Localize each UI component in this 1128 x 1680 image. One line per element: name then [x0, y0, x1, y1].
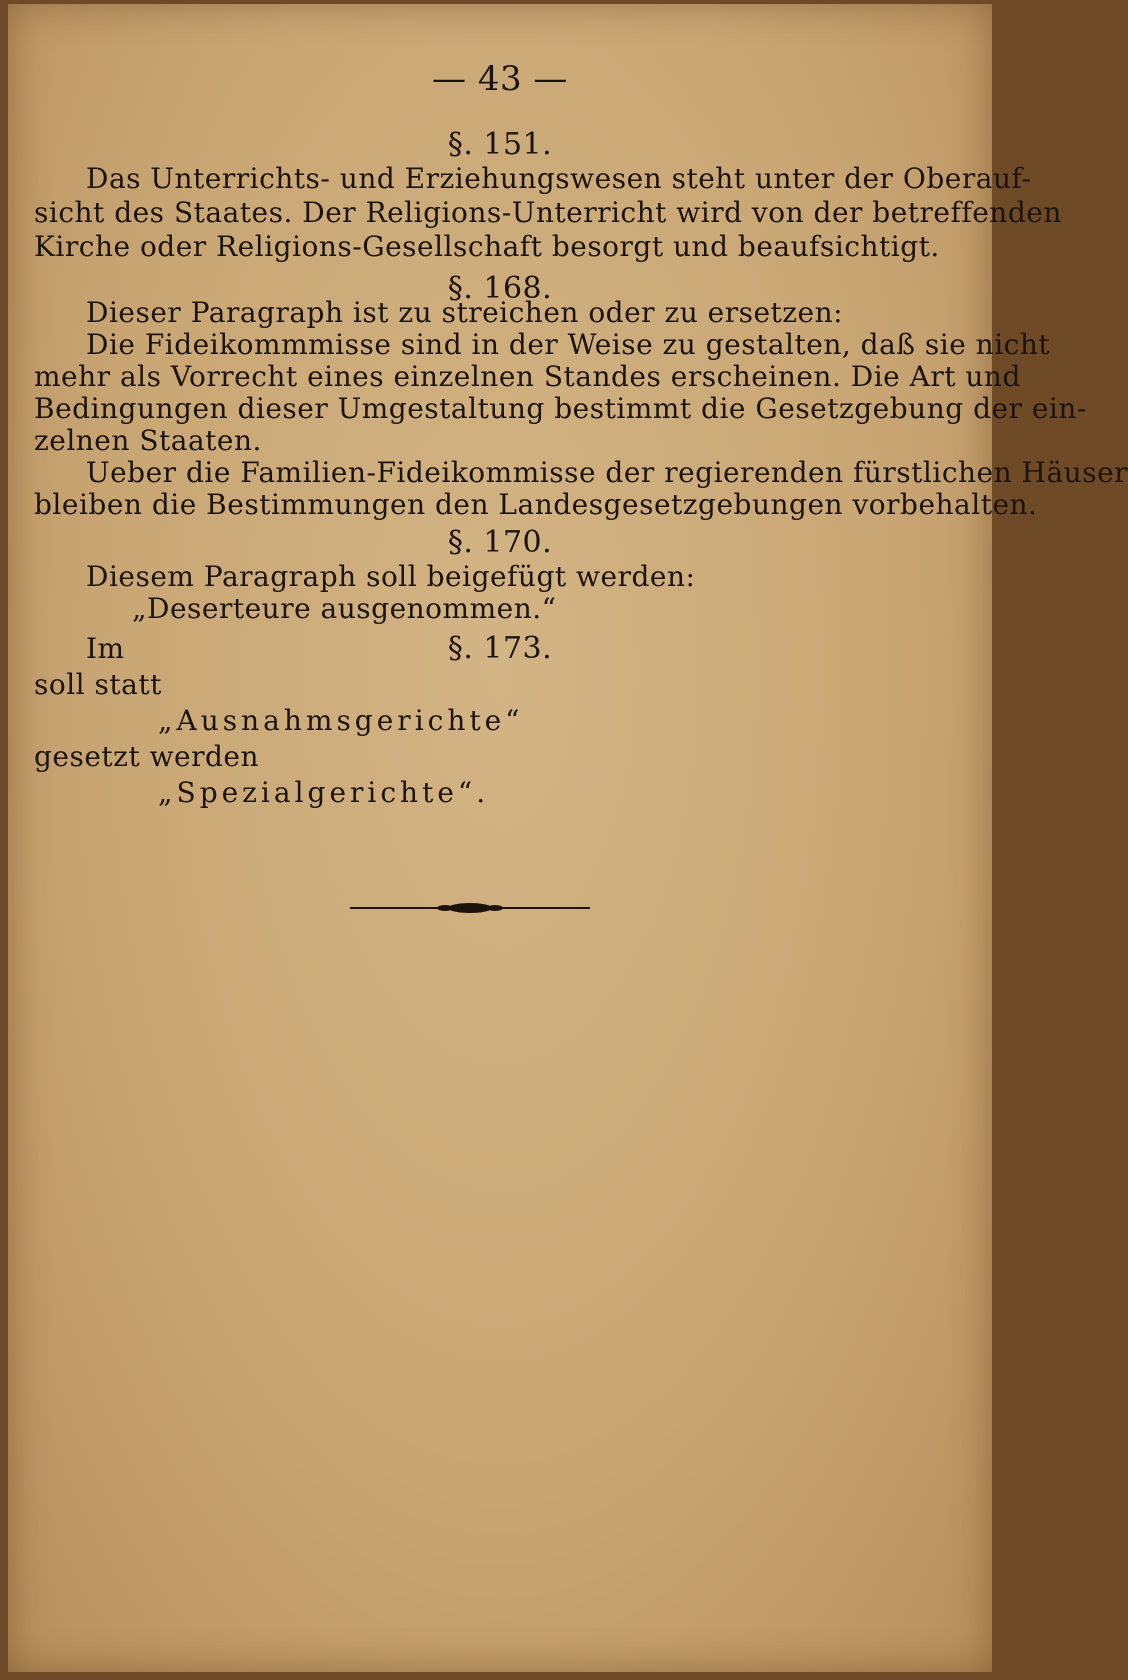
- book-page: [8, 4, 1128, 1672]
- section-168-heading: §. 168.: [447, 271, 553, 306]
- section-151-line: Das Unterrichts- und Erziehungswesen steht unter der Oberauf-: [86, 162, 1032, 195]
- section-151-line: Kirche oder Religions-Gesellschaft besorgt und beaufsichtigt.: [34, 230, 940, 263]
- section-168-line: Bedingungen dieser Umgestaltung bestimmt die Gesetzgebung der ein-: [34, 392, 1087, 425]
- section-173-prefix: Im: [86, 632, 125, 665]
- section-170-heading: §. 170.: [447, 525, 553, 560]
- section-168-line: mehr als Vorrecht eines einzelnen Standes erscheinen. Die Art und: [34, 360, 1021, 393]
- section-170-line: Diesem Paragraph soll beigefügt werden:: [86, 560, 696, 593]
- section-168-line: Ueber die Familien-Fideikommisse der regierenden fürstlichen Häuser: [86, 456, 1128, 489]
- page-number: — 43 —: [432, 59, 568, 99]
- section-151-line: sicht des Staates. Der Religions-Unterricht wird von der betreffenden: [34, 196, 1062, 229]
- section-173-line: gesetzt werden: [34, 740, 260, 773]
- section-173-line: soll statt: [34, 668, 162, 701]
- closing-ornament-rule: [350, 900, 590, 916]
- section-173-quote-new: „Spezialgerichte“.: [158, 776, 490, 809]
- section-170-quote: „Deserteure ausgenommen.“: [132, 592, 557, 625]
- section-168-line: Dieser Paragraph ist zu streichen oder zu ersetzen:: [86, 296, 844, 329]
- section-151-heading: §. 151.: [447, 127, 553, 162]
- section-168-line: Die Fideikommmisse sind in der Weise zu gestalten, daß sie nicht: [86, 328, 1051, 361]
- section-173-quote-old: „Ausnahmsgerichte“: [158, 704, 524, 737]
- section-168-line: bleiben die Bestimmungen den Landesgesetzgebungen vorbehalten.: [34, 488, 1038, 521]
- section-168-line: zelnen Staaten.: [34, 424, 262, 457]
- section-173-heading: §. 173.: [447, 631, 553, 666]
